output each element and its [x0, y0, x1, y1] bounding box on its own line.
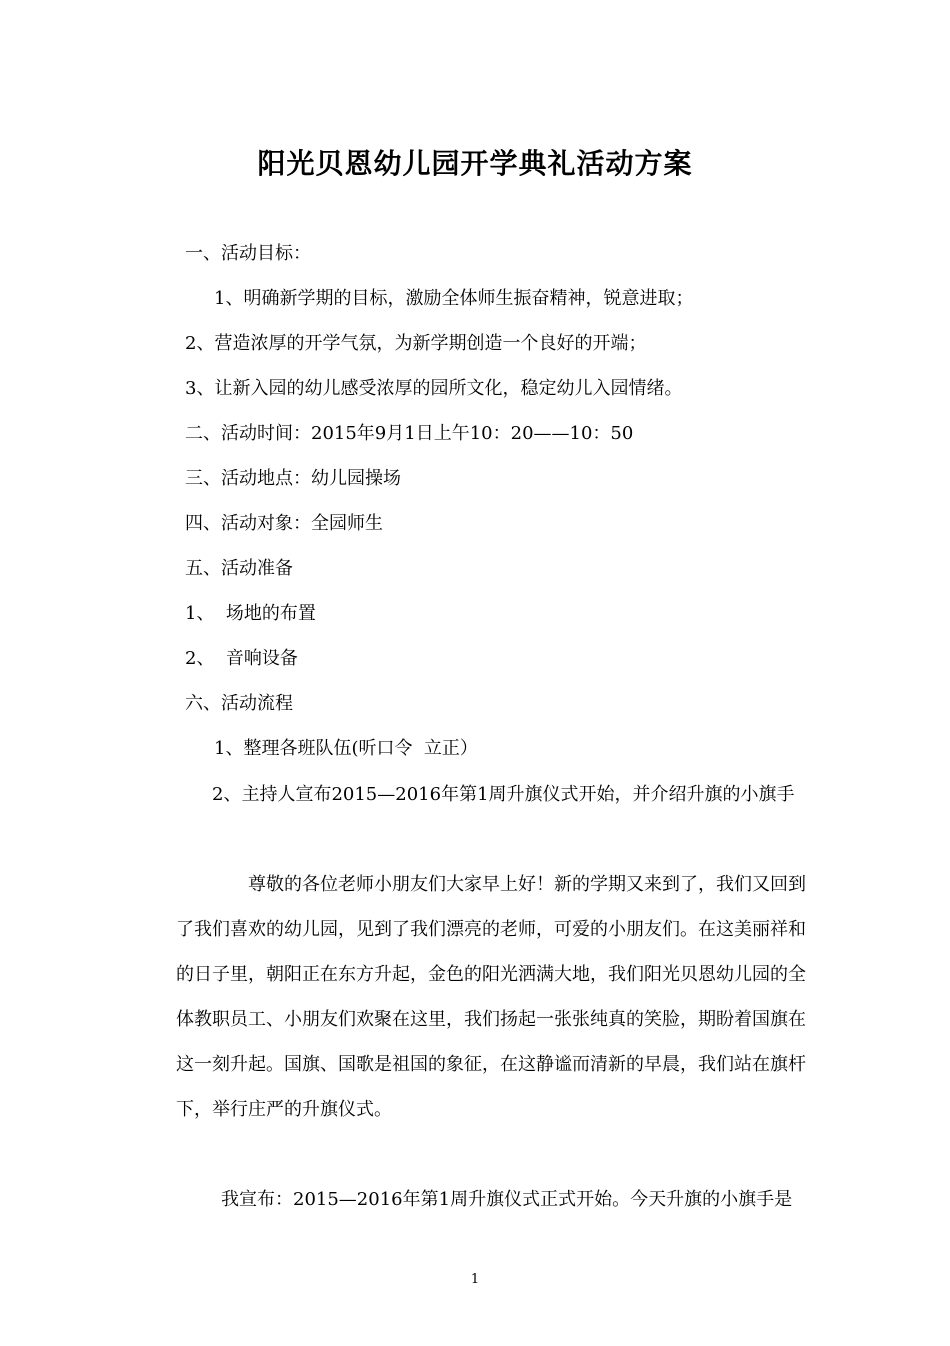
goal-item-1: 1、明确新学期的目标，激励全体师生振奋精神，锐意进取；	[214, 288, 694, 309]
page-number: 1	[470, 1272, 480, 1287]
preparation-item-2: 2、 音响设备	[185, 648, 298, 669]
goal-item-2: 2、营造浓厚的开学气氛，为新学期创造一个良好的开端；	[185, 333, 647, 354]
preparation-item-1: 1、 场地的布置	[185, 603, 316, 624]
document-title: 阳光贝恩幼儿园开学典礼活动方案	[257, 147, 693, 180]
section-heading-process: 六、活动流程	[185, 693, 293, 714]
process-item-1: 1、整理各班队伍(听口令 立正）	[214, 738, 478, 759]
section-heading-goals: 一、活动目标：	[185, 243, 311, 264]
announcement-paragraph: 我宣布：2015—2016年第1周升旗仪式正式开始。今天升旗的小旗手是	[221, 1189, 793, 1210]
process-item-2: 2、主持人宣布2015—2016年第1周升旗仪式开始，并介绍升旗的小旗手	[212, 784, 795, 805]
goal-item-3: 3、让新入园的幼儿感受浓厚的园所文化，稳定幼儿入园情绪。	[185, 378, 683, 399]
section-heading-audience: 四、活动对象：全园师生	[185, 513, 383, 534]
section-heading-preparation: 五、活动准备	[185, 558, 293, 579]
section-heading-time: 二、活动时间：2015年9月1日上午10：20——10：50	[185, 423, 634, 444]
host-speech-paragraph: 尊敬的各位老师小朋友们大家早上好！新的学期又来到了，我们又回到了我们喜欢的幼儿园，见到了我们漂亮的老师，可爱的小朋友们。在这美丽祥和的日子里，朝阳正在东方升起，金色的阳光洒满大地，我们阳光贝恩幼儿园的全体教职员工、小朋友们欢聚在这里，我们扬起一张张纯真的笑脸，期盼着国旗在这一刻升起。国旗、国歌是祖国的象征，在这静谧而清新的早晨，我们站在旗杆下，举行庄严的升旗仪式。	[176, 874, 806, 1120]
section-heading-place: 三、活动地点：幼儿园操场	[185, 468, 401, 489]
